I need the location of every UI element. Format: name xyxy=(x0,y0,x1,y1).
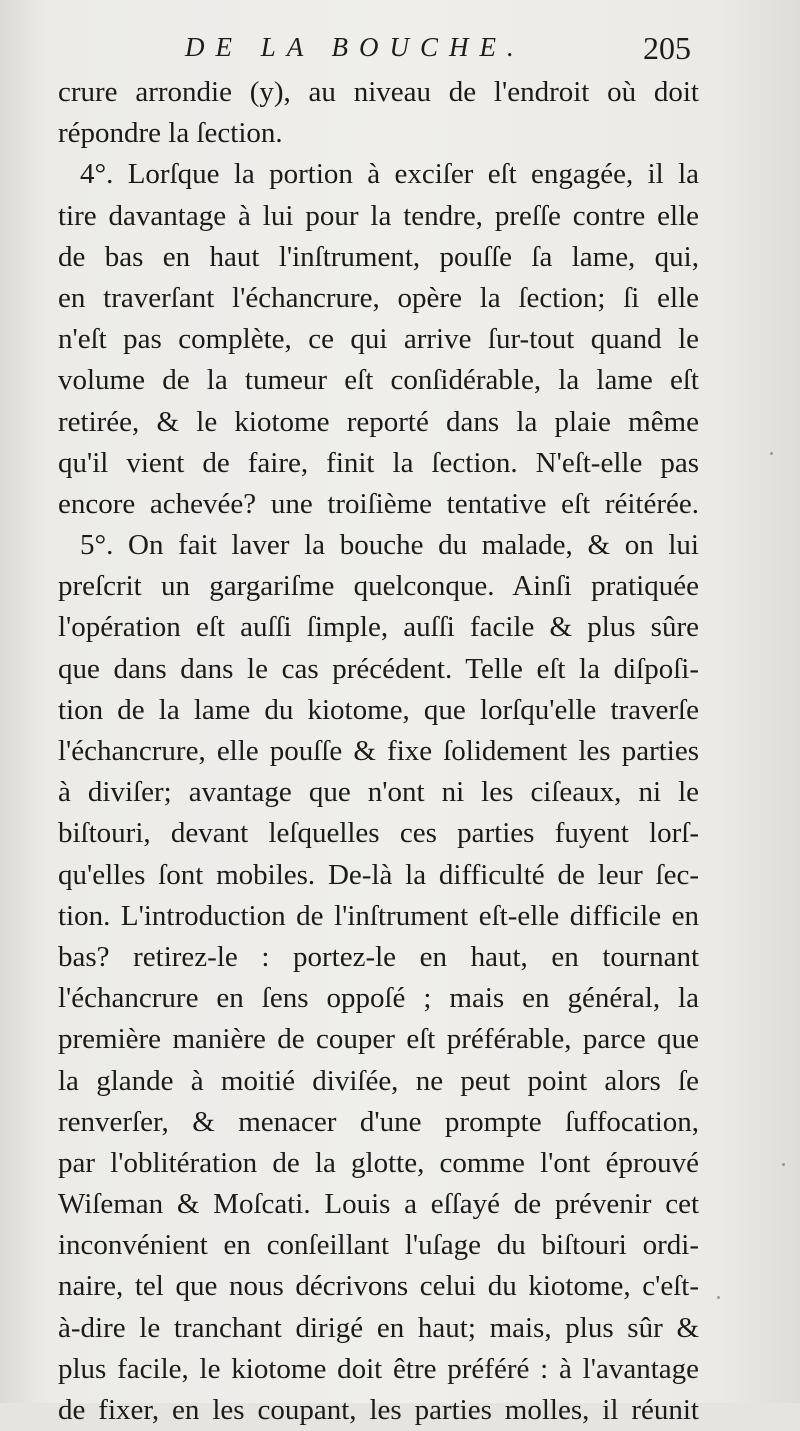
text-line: tion de la lame du kiotome, que lorſqu'elle traverſe xyxy=(58,693,699,726)
paper-speck xyxy=(782,1163,785,1166)
text-line: 5°. On fait laver la bouche du malade, & on lui xyxy=(80,529,699,562)
text-line: à-dire le tranchant dirigé en haut; mais, plus sûr & xyxy=(58,1311,699,1344)
text-line: tire davantage à lui pour la tendre, preſſe contre elle xyxy=(58,199,699,232)
text-line: biſtouri, devant leſquelles ces parties fuyent lorſ- xyxy=(58,817,699,850)
text-line: l'échancrure, elle pouſſe & fixe ſolidement les parties xyxy=(58,735,699,767)
text-line: l'opération eſt auſſi ſimple, auſſi facile & plus sûre xyxy=(58,611,699,644)
text-line: 4°. Lorſque la portion à exciſer eſt engagée, il la xyxy=(80,158,699,191)
text-line: plus facile, le kiotome doit être préféré : à l'avantage xyxy=(58,1352,699,1385)
paper-speck xyxy=(770,452,773,455)
text-line: répondre la ſection. xyxy=(58,117,283,150)
text-line: retirée, & le kiotome reporté dans la plaie même xyxy=(58,405,699,438)
text-line: qu'il vient de faire, finit la ſection. N'eſt-elle pas xyxy=(58,446,699,479)
text-line: que dans dans le cas précédent. Telle eſt la diſpoſi- xyxy=(58,652,699,685)
paper-speck xyxy=(717,1296,720,1299)
text-line: Wiſeman & Moſcati. Louis a eſſayé de prévenir cet xyxy=(58,1188,699,1221)
text-line: encore achevée? une troiſième tentative eſt réitérée. xyxy=(58,487,699,520)
text-line: volume de la tumeur eſt conſidérable, la lame eſt xyxy=(58,364,699,397)
text-line: la glande à moitié diviſée, ne peut point alors ſe xyxy=(58,1064,699,1097)
text-line: renverſer, & menacer d'une prompte ſuffocation, xyxy=(58,1105,699,1138)
text-line: n'eſt pas complète, ce qui arrive ſur-tout quand le xyxy=(58,323,699,356)
text-line: l'échancrure en ſens oppoſé ; mais en général, la xyxy=(58,982,699,1015)
text-line: crure arrondie (y), au niveau de l'endroit où doit xyxy=(58,76,699,108)
text-line: tion. L'introduction de l'inſtrument eſt-elle difficile en xyxy=(58,899,699,932)
text-line: de bas en haut l'inſtrument, pouſſe ſa lame, qui, xyxy=(58,240,699,273)
running-title: DE LA BOUCHE. xyxy=(185,32,525,62)
text-line: par l'oblitération de la glotte, comme l'ont éprouvé xyxy=(58,1146,699,1179)
text-line: première manière de couper eſt préférable, parce que xyxy=(58,1023,699,1056)
text-line: qu'elles ſont mobiles. De-là la difficulté de leur ſec- xyxy=(58,858,699,891)
body-text xyxy=(58,72,699,1431)
text-line: naire, tel que nous décrivons celui du kiotome, c'eſt- xyxy=(58,1270,699,1303)
text-line: bas? retirez-le : portez-le en haut, en tournant xyxy=(58,940,699,973)
text-line: en traverſant l'échancrure, opère la ſection; ſi elle xyxy=(58,281,699,314)
text-line: inconvénient en conſeillant l'uſage du biſtouri ordi- xyxy=(58,1229,699,1262)
text-line: de fixer, en les coupant, les parties molles, il réunit xyxy=(58,1394,699,1426)
page-number: 205 xyxy=(643,30,691,66)
text-line: à diviſer; avantage que n'ont ni les ciſeaux, ni le xyxy=(58,776,699,809)
text-line: preſcrit un gargariſme quelconque. Ainſi pratiquée xyxy=(58,570,699,603)
page-header xyxy=(0,28,800,68)
